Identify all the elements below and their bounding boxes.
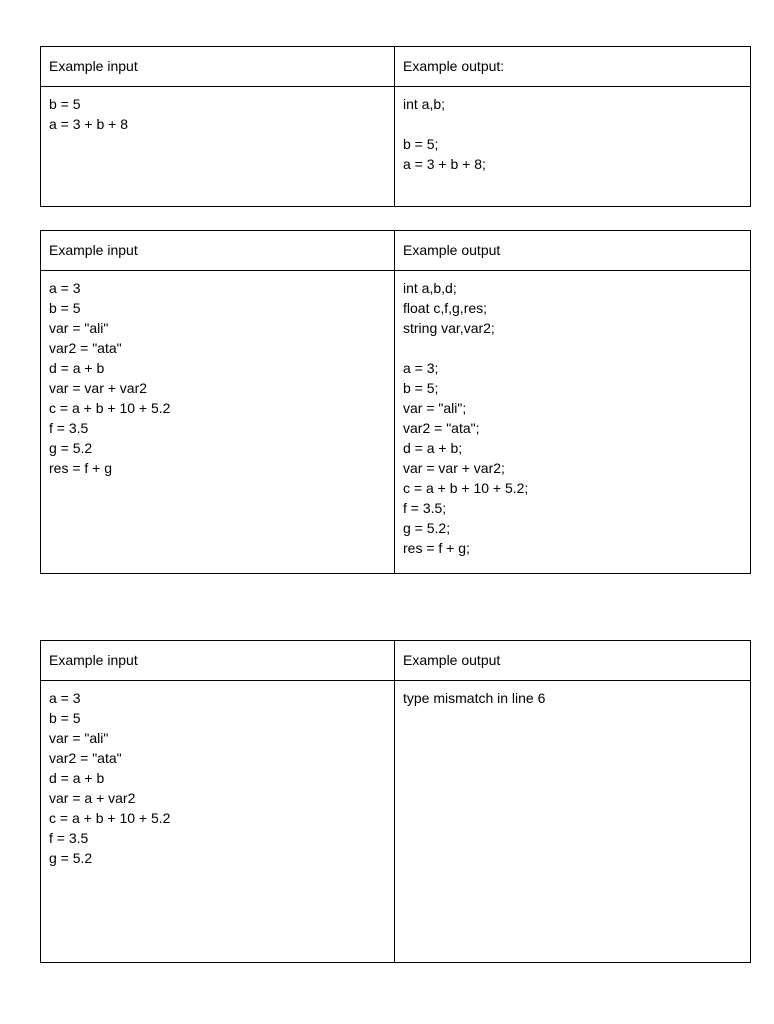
- code-line: var = var + var2: [49, 380, 148, 396]
- example-table-2: [40, 230, 751, 574]
- code-line: res = f + g;: [403, 540, 470, 556]
- input-code-cell: [41, 681, 395, 963]
- code-line: g = 5.2;: [403, 520, 451, 536]
- code-line: c = a + b + 10 + 5.2: [49, 400, 171, 416]
- code-line: d = a + b: [49, 360, 105, 376]
- code-line: [403, 114, 742, 134]
- content-row: [41, 87, 751, 207]
- code-line: d = a + b;: [403, 440, 463, 456]
- input-code-cell: [41, 87, 395, 207]
- code-line: g = 5.2: [49, 440, 93, 456]
- code-line: f = 3.5;: [403, 500, 447, 516]
- code-line: f = 3.5: [49, 420, 89, 436]
- code-line: var = "ali";: [403, 400, 467, 416]
- code-line: b = 5;: [403, 380, 439, 396]
- code-line: b = 5;: [403, 136, 439, 152]
- input-code-cell: [41, 271, 395, 574]
- input-header: Example input: [41, 47, 395, 87]
- example-table-3: [40, 640, 751, 963]
- code-line: g = 5.2: [49, 850, 93, 866]
- code-line: var = "ali": [49, 320, 109, 336]
- header-row: [41, 231, 751, 271]
- code-line: a = 3: [49, 280, 81, 296]
- output-code-cell: [395, 681, 751, 963]
- code-line: a = 3 + b + 8;: [403, 156, 486, 172]
- code-line: var = a + var2: [49, 790, 136, 806]
- output-code-cell: [395, 87, 751, 207]
- code-line: [403, 338, 742, 358]
- code-line: var2 = "ata": [49, 340, 122, 356]
- code-line: float c,f,g,res;: [403, 300, 488, 316]
- code-line: c = a + b + 10 + 5.2: [49, 810, 171, 826]
- content-row: [41, 271, 751, 574]
- code-line: b = 5: [49, 710, 81, 726]
- input-header: Example input: [41, 231, 395, 271]
- output-code-cell: [395, 271, 751, 574]
- code-line: type mismatch in line 6: [403, 690, 546, 706]
- code-line: int a,b,d;: [403, 280, 457, 296]
- code-line: a = 3: [49, 690, 81, 706]
- code-line: f = 3.5: [49, 830, 89, 846]
- example-table-1: [40, 46, 751, 207]
- header-row: [41, 641, 751, 681]
- output-header: Example output:: [395, 47, 751, 87]
- code-line: b = 5: [49, 96, 81, 112]
- content-row: [41, 681, 751, 963]
- code-line: var2 = "ata";: [403, 420, 480, 436]
- code-line: var = "ali": [49, 730, 109, 746]
- output-header: Example output: [395, 641, 751, 681]
- code-line: res = f + g: [49, 460, 113, 476]
- code-line: b = 5: [49, 300, 81, 316]
- code-line: c = a + b + 10 + 5.2;: [403, 480, 529, 496]
- code-line: var = var + var2;: [403, 460, 505, 476]
- code-line: a = 3;: [403, 360, 439, 376]
- input-header: Example input: [41, 641, 395, 681]
- output-header: Example output: [395, 231, 751, 271]
- header-row: [41, 47, 751, 87]
- code-line: d = a + b: [49, 770, 105, 786]
- code-line: var2 = "ata": [49, 750, 122, 766]
- code-line: int a,b;: [403, 96, 446, 112]
- code-line: string var,var2;: [403, 320, 495, 336]
- code-line: a = 3 + b + 8: [49, 116, 129, 132]
